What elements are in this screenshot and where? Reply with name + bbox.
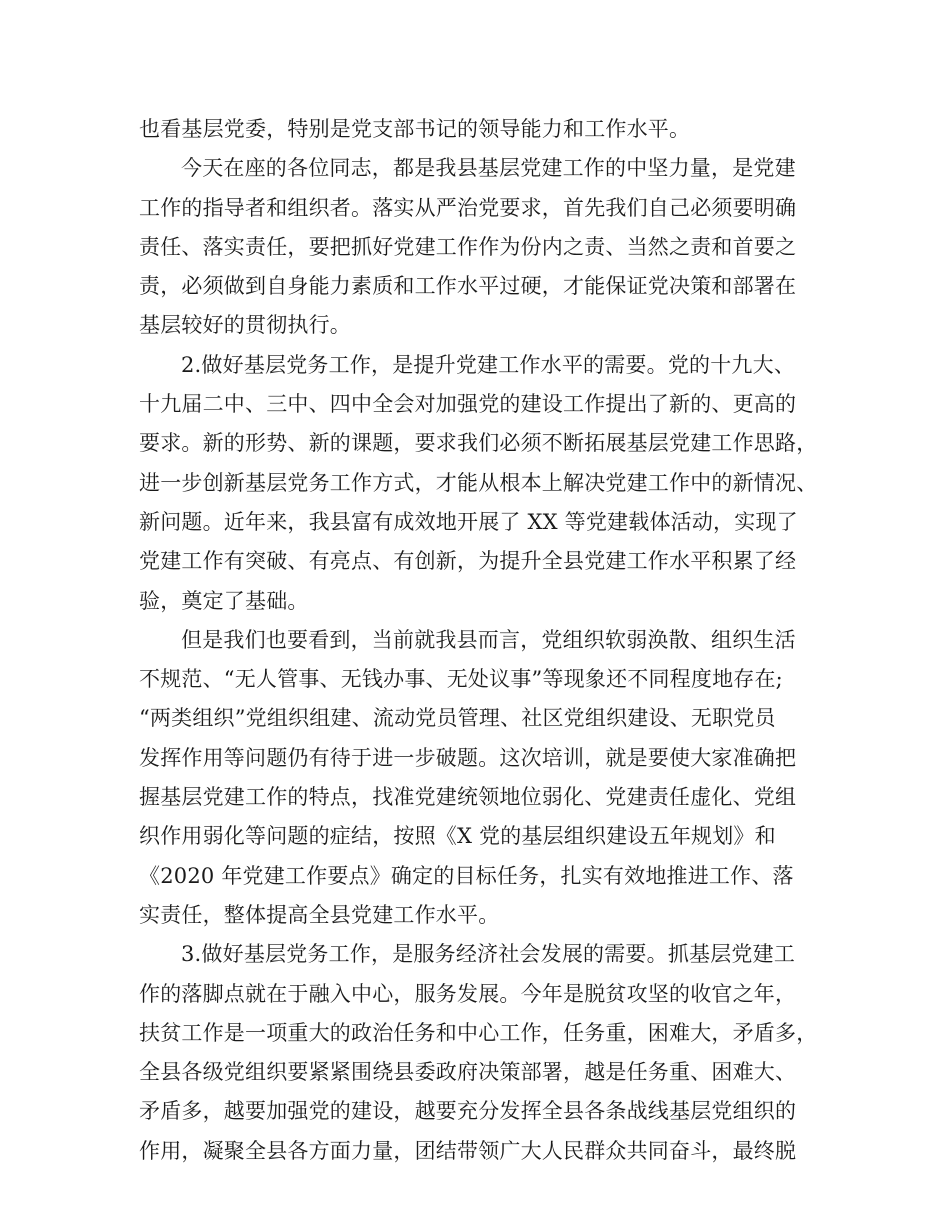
text-line: 基层较好的贯彻执行。: [139, 313, 351, 338]
text-line: 但是我们也要看到，当前就我县而言，党组织软弱涣散、组织生活: [181, 627, 796, 652]
text-line: 作的落脚点就在于融入中心，服务发展。今年是脱贫攻坚的收官之年，: [139, 981, 797, 1006]
text-line: 也看基层党委，特别是党支部书记的领导能力和工作水平。: [139, 117, 691, 141]
text-line: 责任、落实责任，要把抓好党建工作作为份内之责、当然之责和首要之: [139, 234, 797, 259]
text-line: 不规范、“无人管事、无钱办事、无处议事”等现象还不同程度地存在;: [139, 667, 783, 692]
text-line: 作用，凝聚全县各方面力量，团结带领广大人民群众共同奋斗，最终脱: [139, 1138, 797, 1163]
text-line: 全县各级党组织要紧紧围绕县委政府决策部署，越是任务重、困难大、: [139, 1060, 797, 1085]
text-line: 2.做好基层党务工作，是提升党建工作水平的需要。党的十九大、: [181, 352, 796, 377]
text-line: 《2020 年党建工作要点》确定的目标任务，扎实有效地推进工作、落: [139, 863, 794, 888]
text-line: “两类组织”党组织组建、流动党员管理、社区党组织建设、无职党员: [139, 706, 776, 731]
text-line: 责，必须做到自身能力素质和工作水平过硬，才能保证党决策和部署在: [139, 274, 797, 299]
text-line: 实责任，整体提高全县党建工作水平。: [139, 902, 500, 927]
text-line: 验，奠定了基础。: [139, 588, 309, 613]
text-line: 握基层党建工作的特点，找准党建统领地位弱化、党建责任虚化、党组: [139, 785, 797, 810]
text-line: 工作的指导者和组织者。落实从严治党要求，首先我们自己必须要明确: [139, 195, 797, 220]
body-text: [139, 110, 829, 1171]
text-line: 发挥作用等问题仍有待于进一步破题。这次培训，就是要使大家准确把: [139, 745, 797, 770]
text-line: 十九届二中、三中、四中全会对加强党的建设工作提出了新的、更高的: [139, 392, 797, 417]
text-line: 进一步创新基层党务工作方式，才能从根本上解决党建工作中的新情况、: [139, 470, 818, 495]
text-line: 扶贫工作是一项重大的政治任务和中心工作，任务重，困难大，矛盾多，: [139, 1020, 818, 1045]
text-line: 矛盾多，越要加强党的建设，越要充分发挥全县各条战线基层党组织的: [139, 1099, 797, 1124]
text-line: 新问题。近年来，我县富有成效地开展了 XX 等党建载体活动，实现了: [139, 509, 798, 534]
text-line: 织作用弱化等问题的症结，按照《X 党的基层组织建设五年规划》和: [139, 824, 776, 849]
text-line: 3.做好基层党务工作，是服务经济社会发展的需要。抓基层党建工: [181, 942, 796, 967]
text-line: 要求。新的形势、新的课题，要求我们必须不断拓展基层党建工作思路，: [139, 431, 818, 456]
text-line: 党建工作有突破、有亮点、有创新，为提升全县党建工作水平积累了经: [139, 549, 797, 574]
text-line: 今天在座的各位同志，都是我县基层党建工作的中坚力量，是党建: [181, 156, 796, 181]
